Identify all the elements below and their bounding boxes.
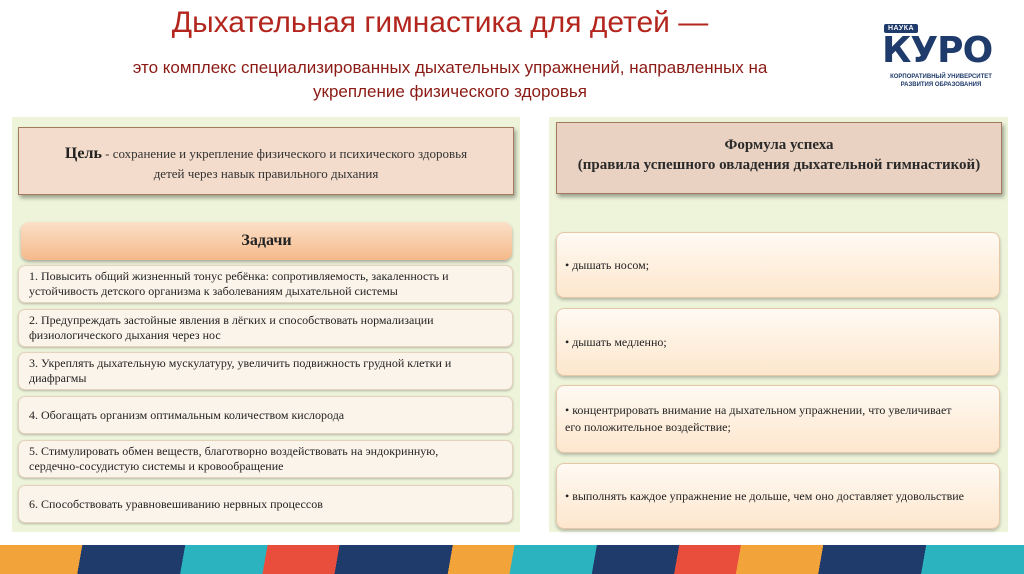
task-item bbox=[18, 396, 513, 434]
task-item bbox=[18, 352, 513, 390]
rule-item bbox=[556, 385, 1000, 453]
task-item bbox=[18, 265, 513, 303]
subtitle-line-1: это комплекс специализированных дыхательных упражнений, направленных на bbox=[132, 58, 768, 77]
rule-text: его положительное воздействие; bbox=[565, 420, 731, 434]
tasks-header: Задачи bbox=[21, 222, 512, 260]
rule-text: • дышать медленно; bbox=[565, 334, 667, 349]
rule-text: • выполнять каждое упражнение не дольше, чем оно доставляет удовольствие bbox=[565, 488, 964, 503]
rule-text: • концентрировать внимание на дыхательном упражнении, что увеличивает bbox=[565, 403, 952, 417]
task-item bbox=[18, 440, 513, 478]
task-text: устойчивость детского организма к заболеваниям дыхательной системы bbox=[29, 284, 398, 298]
goal-text-line-2: детей через навык правильного дыхания bbox=[153, 166, 379, 181]
decorative-bottom-bar bbox=[0, 545, 1024, 574]
task-text: 4. Обогащать организм оптимальным количеством кислорода bbox=[29, 407, 345, 422]
logo-word: КУРО bbox=[882, 30, 993, 71]
goal-label: Цель bbox=[64, 145, 102, 162]
logo-tag: НАУКА bbox=[884, 24, 918, 33]
rule-item bbox=[556, 308, 1000, 376]
task-text: сердечно-сосудистую системы и кровообращение bbox=[29, 459, 284, 473]
task-text: 3. Укреплять дыхательную мускулатуру, увеличить подвижность грудной клетки и bbox=[29, 356, 452, 370]
task-item bbox=[18, 309, 513, 347]
rule-text: • дышать носом; bbox=[565, 257, 650, 272]
rule-item bbox=[556, 232, 1000, 298]
goal-box bbox=[18, 127, 514, 195]
formula-title-line-1: Формула успеха bbox=[724, 137, 834, 153]
page-title: Дыхательная гимнастика для детей — bbox=[171, 6, 709, 39]
subtitle-line-2: укрепление физического здоровья bbox=[313, 82, 587, 101]
page-subtitle bbox=[40, 56, 860, 104]
logo-line-1: КОРПОРАТИВНЫЙ УНИВЕРСИТЕТ bbox=[890, 74, 992, 80]
task-text: 6. Способствовать уравновешиванию нервных процессов bbox=[29, 496, 323, 511]
kuro-logo bbox=[880, 24, 1000, 94]
logo-line-2: РАЗВИТИЯ ОБРАЗОВАНИЯ bbox=[900, 82, 982, 88]
rule-item bbox=[556, 463, 1000, 529]
task-text: диафрагмы bbox=[29, 371, 87, 385]
formula-box bbox=[556, 122, 1002, 194]
task-text: физиологического дыхания через нос bbox=[29, 328, 221, 342]
task-text: 5. Стимулировать обмен веществ, благотворно воздействовать на эндокринную, bbox=[29, 444, 439, 458]
goal-text-line-1: - сохранение и укрепление физического и психического здоровья bbox=[101, 146, 468, 161]
formula-title-line-2: (правила успешного овладения дыхательной гимнастикой) bbox=[577, 157, 981, 173]
task-text: 1. Повысить общий жизненный тонус ребёнка: сопротивляемость, закаленность и bbox=[29, 269, 449, 283]
task-item bbox=[18, 485, 513, 523]
task-text: 2. Предупреждать застойные явления в лёгких и способствовать нормализации bbox=[29, 313, 434, 327]
